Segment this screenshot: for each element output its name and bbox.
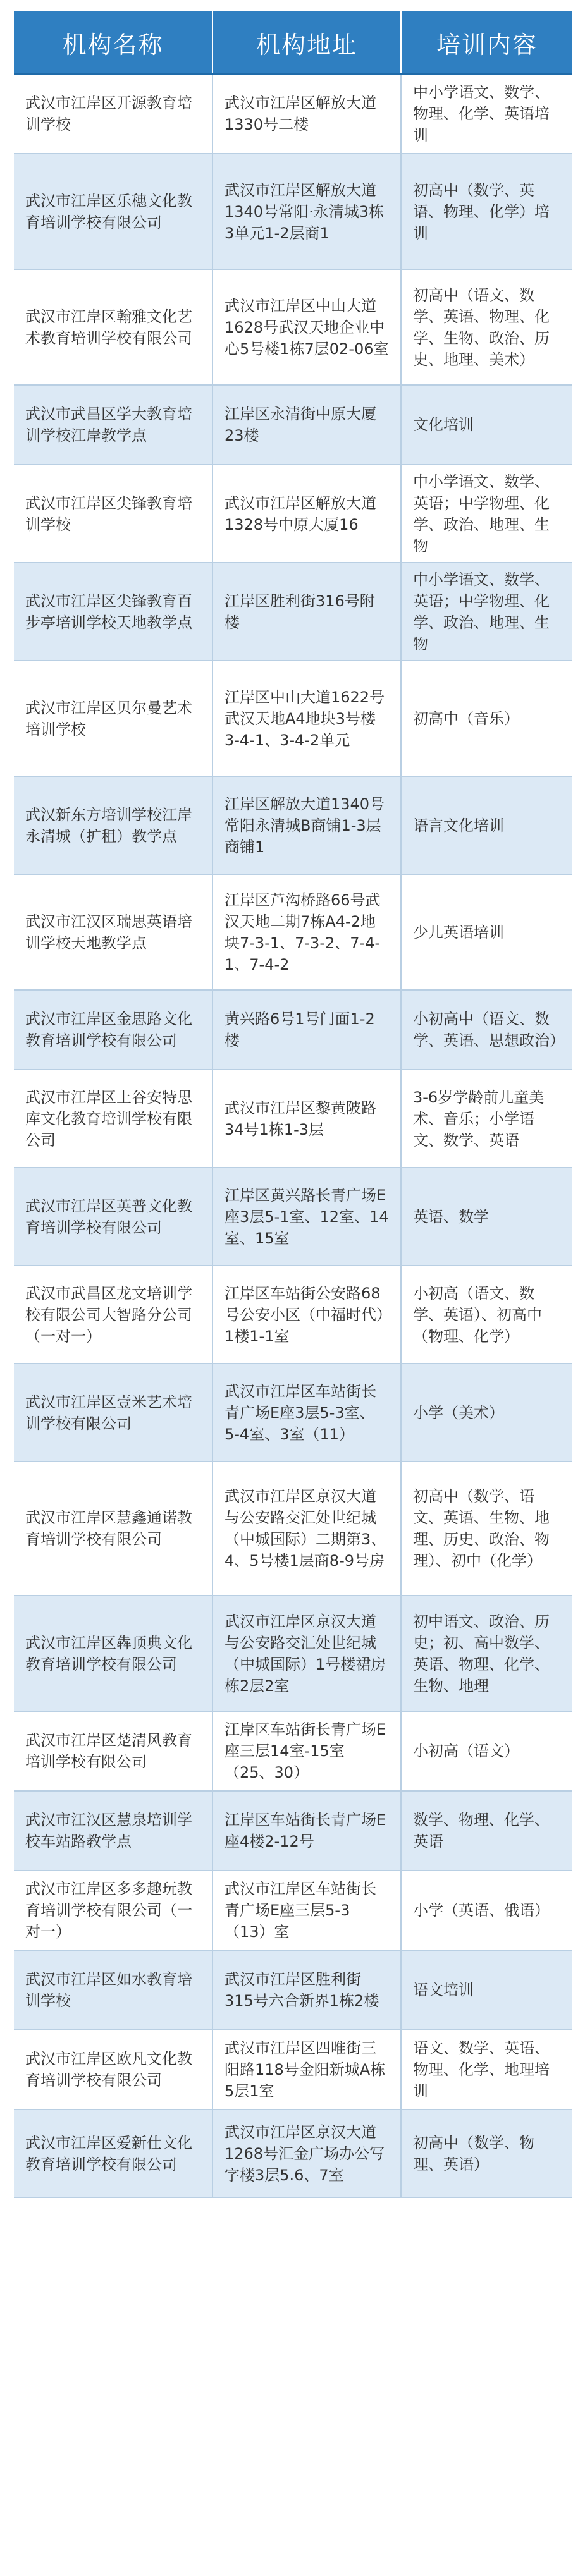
training-content-cell bbox=[402, 1951, 572, 2029]
institution-name-cell-text: 武汉市江岸区英普文化教育培训学校有限公司 bbox=[25, 1197, 192, 1236]
training-content-cell-text: 语言文化培训 bbox=[413, 816, 504, 834]
institution-address-cell bbox=[213, 991, 402, 1069]
table-row bbox=[14, 777, 572, 875]
table-body bbox=[14, 75, 572, 2198]
institution-address-cell bbox=[213, 465, 402, 562]
institution-address-cell bbox=[213, 875, 402, 989]
institution-address-cell bbox=[213, 270, 402, 384]
institution-name-cell bbox=[14, 270, 213, 384]
training-content-cell bbox=[402, 1364, 572, 1461]
training-content-cell bbox=[402, 991, 572, 1069]
institution-name-cell bbox=[14, 875, 213, 989]
institution-address-cell bbox=[213, 1596, 402, 1711]
institution-address-cell-text: 武汉市江岸区中山大道1628号武汉天地企业中心5号楼1栋7层02-06室 bbox=[225, 296, 389, 358]
institution-address-cell bbox=[213, 1070, 402, 1167]
institution-address-cell bbox=[213, 563, 402, 660]
institution-address-cell bbox=[213, 1266, 402, 1363]
training-content-cell-text: 小学（英语、俄语） bbox=[413, 1901, 550, 1919]
institution-address-cell bbox=[213, 75, 402, 153]
institution-name-cell-text: 武汉市江岸区楚清风教育培训学校有限公司 bbox=[25, 1731, 192, 1771]
training-content-cell-text: 语文、数学、英语、物理、化学、地理培训 bbox=[413, 2039, 550, 2100]
institution-address-cell-text: 武汉市江岸区胜利街315号六合新界1栋2楼 bbox=[225, 1970, 379, 2010]
training-content-cell bbox=[402, 1792, 572, 1870]
institution-address-cell-text: 江岸区车站街公安路68号公安小区（中福时代）1楼1-1室 bbox=[225, 1284, 384, 1345]
institution-address-cell-text: 武汉市江岸区京汉大道1268号汇金广场办公写字楼3层5.6、7室 bbox=[225, 2123, 385, 2184]
table-row bbox=[14, 2030, 572, 2110]
training-content-cell bbox=[402, 1596, 572, 1711]
institution-address-cell-text: 武汉市江岸区车站街长青广场E座3层5-3室、5-4室、3室（11） bbox=[225, 1382, 376, 1443]
institution-name-cell-text: 武汉市江岸区金思路文化教育培训学校有限公司 bbox=[25, 1010, 192, 1049]
institution-name-cell-text: 武汉市江岸区上谷安特思库文化教育培训学校有限公司 bbox=[25, 1088, 192, 1149]
institution-name-cell bbox=[14, 1596, 213, 1711]
training-content-cell bbox=[402, 1712, 572, 1790]
institution-name-cell bbox=[14, 465, 213, 562]
header-training-content: 培训内容 bbox=[436, 30, 538, 59]
institution-address-cell-text: 武汉市江岸区车站街长青广场E座三层5-3（13）室 bbox=[225, 1880, 376, 1941]
institution-address-cell bbox=[213, 154, 402, 269]
training-content-cell bbox=[402, 1462, 572, 1595]
training-content-cell bbox=[402, 661, 572, 776]
institution-address-cell-text: 武汉市江岸区解放大道1330号二楼 bbox=[225, 94, 376, 133]
institution-name-cell bbox=[14, 386, 213, 464]
institution-name-cell bbox=[14, 1462, 213, 1595]
institution-address-cell-text: 江岸区车站街长青广场E座4楼2-12号 bbox=[225, 1811, 386, 1850]
institution-address-cell-text: 江岸区永清街中原大厦23楼 bbox=[225, 405, 376, 444]
table-row bbox=[14, 1364, 572, 1462]
institution-address-cell-text: 江岸区车站街长青广场E座三层14室-15室（25、30） bbox=[225, 1721, 386, 1781]
table-row bbox=[14, 563, 572, 661]
institution-address-cell-text: 武汉市江岸区四唯街三阳路118号金阳新城A栋5层1室 bbox=[225, 2039, 386, 2100]
table-row bbox=[14, 1712, 572, 1792]
institution-name-cell bbox=[14, 563, 213, 660]
institution-address-cell bbox=[213, 1951, 402, 2029]
table-row bbox=[14, 1168, 572, 1266]
institution-name-cell bbox=[14, 1712, 213, 1790]
institution-name-cell-text: 武汉市江岸区多多趣玩教育培训学校有限公司（一对一） bbox=[25, 1880, 192, 1941]
training-content-cell-text: 小初高（语文） bbox=[413, 1742, 519, 1760]
training-content-cell-text: 文化培训 bbox=[413, 416, 474, 434]
training-institutions-table bbox=[14, 11, 572, 2198]
training-content-cell bbox=[402, 386, 572, 464]
training-content-cell-text: 小初高（语文、数学、英语）、初高中（物理、化学） bbox=[413, 1284, 542, 1345]
institution-name-cell-text: 武汉新东方培训学校江岸永清城（扩租）教学点 bbox=[25, 805, 192, 845]
institution-name-cell bbox=[14, 154, 213, 269]
institution-name-cell bbox=[14, 1364, 213, 1461]
training-content-cell bbox=[402, 563, 572, 660]
training-content-cell bbox=[402, 270, 572, 384]
institution-name-cell bbox=[14, 991, 213, 1069]
institution-address-cell bbox=[213, 386, 402, 464]
table-header bbox=[14, 11, 572, 75]
table-row bbox=[14, 270, 572, 386]
institution-address-cell-text: 江岸区解放大道1340号常阳永清城B商铺1-3层商铺1 bbox=[225, 795, 385, 856]
institution-address-cell bbox=[213, 1792, 402, 1870]
institution-address-cell bbox=[213, 1871, 402, 1950]
training-content-cell-text: 英语、数学 bbox=[413, 1207, 489, 1226]
training-content-cell-text: 数学、物理、化学、英语 bbox=[413, 1811, 550, 1850]
table-row bbox=[14, 386, 572, 465]
institution-name-cell-text: 武汉市武昌区龙文培训学校有限公司大智路分公司（一对一） bbox=[25, 1284, 192, 1345]
table-row bbox=[14, 991, 572, 1070]
institution-address-cell bbox=[213, 2110, 402, 2197]
table-row bbox=[14, 154, 572, 270]
institution-name-cell bbox=[14, 2030, 213, 2109]
institution-name-cell-text: 武汉市江岸区慧鑫通诺教育培训学校有限公司 bbox=[25, 1509, 192, 1548]
institution-address-cell-text: 武汉市江岸区解放大道1340号常阳·永清城3栋3单元1-2层商1 bbox=[225, 181, 384, 242]
institution-address-cell bbox=[213, 1462, 402, 1595]
institution-name-cell bbox=[14, 75, 213, 153]
institution-address-cell-text: 武汉市江岸区解放大道1328号中原大厦16 bbox=[225, 494, 376, 534]
training-content-cell bbox=[402, 1168, 572, 1265]
institution-address-cell-text: 江岸区芦沟桥路66号武汉天地二期7栋A4-2地块7-3-1、7-3-2、7-4-1、7-4-2 bbox=[225, 891, 381, 974]
institution-address-cell bbox=[213, 1168, 402, 1265]
institution-name-cell bbox=[14, 1266, 213, 1363]
training-content-cell bbox=[402, 875, 572, 989]
training-content-cell bbox=[402, 2110, 572, 2197]
institution-name-cell-text: 武汉市江岸区开源教育培训学校 bbox=[25, 94, 192, 133]
institution-name-cell bbox=[14, 1168, 213, 1265]
training-content-cell bbox=[402, 777, 572, 874]
training-content-cell-text: 3-6岁学龄前儿童美术、音乐；小学语文、数学、英语 bbox=[413, 1088, 545, 1149]
institution-name-cell bbox=[14, 2110, 213, 2197]
training-content-cell-text: 初高中（数学、语文、英语、生物、地理、历史、政治、物理）、初中（化学） bbox=[413, 1487, 550, 1570]
institution-name-cell-text: 武汉市江岸区爱新仕文化教育培训学校有限公司 bbox=[25, 2133, 192, 2173]
training-content-cell-text: 语文培训 bbox=[413, 1981, 474, 1999]
institution-name-cell-text: 武汉市江岸区翰雅文化艺术教育培训学校有限公司 bbox=[25, 307, 192, 347]
training-content-cell-text: 中小学语文、数学、英语；中学物理、化学、政治、地理、生物 bbox=[413, 472, 550, 555]
institution-name-cell-text: 武汉市江岸区犇顶典文化教育培训学校有限公司 bbox=[25, 1633, 192, 1673]
table-row bbox=[14, 1951, 572, 2030]
training-content-cell bbox=[402, 465, 572, 562]
institution-address-cell bbox=[213, 1712, 402, 1790]
institution-address-cell bbox=[213, 2030, 402, 2109]
training-content-cell-text: 初高中（数学、物理、英语） bbox=[413, 2133, 534, 2173]
institution-address-cell-text: 江岸区胜利街316号附楼 bbox=[225, 592, 375, 632]
institution-name-cell bbox=[14, 1792, 213, 1870]
training-content-cell bbox=[402, 75, 572, 153]
institution-name-cell-text: 武汉市江岸区欧凡文化教育培训学校有限公司 bbox=[25, 2050, 192, 2089]
table-row bbox=[14, 75, 572, 154]
institution-address-cell-text: 江岸区中山大道1622号武汉天地A4地块3号楼3-4-1、3-4-2单元 bbox=[225, 688, 385, 749]
institution-name-cell bbox=[14, 1951, 213, 2029]
institution-name-cell-text: 武汉市武昌区学大教育培训学校江岸教学点 bbox=[25, 405, 192, 444]
training-content-cell-text: 小学（美术） bbox=[413, 1403, 504, 1422]
institution-name-cell-text: 武汉市江汉区慧泉培训学校车站路教学点 bbox=[25, 1811, 192, 1850]
table-row bbox=[14, 1462, 572, 1596]
table-row bbox=[14, 875, 572, 991]
institution-name-cell bbox=[14, 1871, 213, 1950]
training-content-cell-text: 中小学语文、数学、英语；中学物理、化学、政治、地理、生物 bbox=[413, 570, 550, 653]
training-content-cell-text: 初中语文、政治、历史；初、高中数学、英语、物理、化学、生物、地理 bbox=[413, 1612, 550, 1695]
table-row bbox=[14, 1871, 572, 1951]
institution-address-cell-text: 武汉市江岸区黎黄陂路34号1栋1-3层 bbox=[225, 1099, 376, 1138]
table-row bbox=[14, 1266, 572, 1364]
institution-address-cell bbox=[213, 661, 402, 776]
training-content-cell bbox=[402, 1070, 572, 1167]
institution-name-cell-text: 武汉市江岸区如水教育培训学校 bbox=[25, 1970, 192, 2010]
training-content-cell bbox=[402, 154, 572, 269]
institution-name-cell bbox=[14, 661, 213, 776]
institution-name-cell-text: 武汉市江岸区乐穗文化教育培训学校有限公司 bbox=[25, 192, 192, 231]
training-content-cell-text: 初高中（音乐） bbox=[413, 709, 519, 728]
header-institution-name: 机构名称 bbox=[14, 11, 213, 73]
institution-name-cell bbox=[14, 777, 213, 874]
training-content-cell-text: 初高中（数学、英语、物理、化学）培训 bbox=[413, 181, 550, 242]
institution-address-cell bbox=[213, 777, 402, 874]
table-row bbox=[14, 2110, 572, 2198]
training-content-cell-text: 少儿英语培训 bbox=[413, 923, 504, 941]
training-content-cell bbox=[402, 2030, 572, 2109]
table-row bbox=[14, 465, 572, 563]
training-content-cell bbox=[402, 1871, 572, 1950]
table-row bbox=[14, 1070, 572, 1168]
institution-name-cell-text: 武汉市江岸区壹米艺术培训学校有限公司 bbox=[25, 1393, 192, 1432]
training-content-cell-text: 初高中（语文、数学、英语、物理、化学、生物、政治、历史、地理、美术） bbox=[413, 286, 550, 369]
institution-address-cell-text: 武汉市江岸区京汉大道与公安路交汇处世纪城（中城国际）1号楼裙房栋2层2室 bbox=[225, 1612, 386, 1695]
institution-name-cell-text: 武汉市江岸区尖锋教育百步亭培训学校天地教学点 bbox=[25, 592, 192, 632]
institution-name-cell bbox=[14, 1070, 213, 1167]
training-content-cell bbox=[402, 1266, 572, 1363]
institution-address-cell-text: 黄兴路6号1号门面1-2楼 bbox=[225, 1010, 375, 1049]
institution-name-cell-text: 武汉市江岸区贝尔曼艺术培训学校 bbox=[25, 699, 192, 738]
institution-address-cell-text: 江岸区黄兴路长青广场E座3层5-1室、12室、14室、15室 bbox=[225, 1186, 389, 1247]
table-row bbox=[14, 1596, 572, 1712]
header-institution-address: 机构地址 bbox=[213, 11, 402, 73]
institution-name-cell-text: 武汉市江汉区瑞思英语培训学校天地教学点 bbox=[25, 912, 192, 952]
training-content-cell-text: 中小学语文、数学、物理、化学、英语培训 bbox=[413, 83, 550, 144]
institution-name-cell-text: 武汉市江岸区尖锋教育培训学校 bbox=[25, 494, 192, 534]
table-row bbox=[14, 1792, 572, 1871]
training-content-cell-text: 小初高中（语文、数学、英语、思想政治） bbox=[413, 1010, 565, 1049]
table-row bbox=[14, 661, 572, 777]
institution-address-cell bbox=[213, 1364, 402, 1461]
institution-address-cell-text: 武汉市江岸区京汉大道与公安路交汇处世纪城（中城国际）二期第3、4、5号楼1层商8-9号房 bbox=[225, 1487, 386, 1570]
